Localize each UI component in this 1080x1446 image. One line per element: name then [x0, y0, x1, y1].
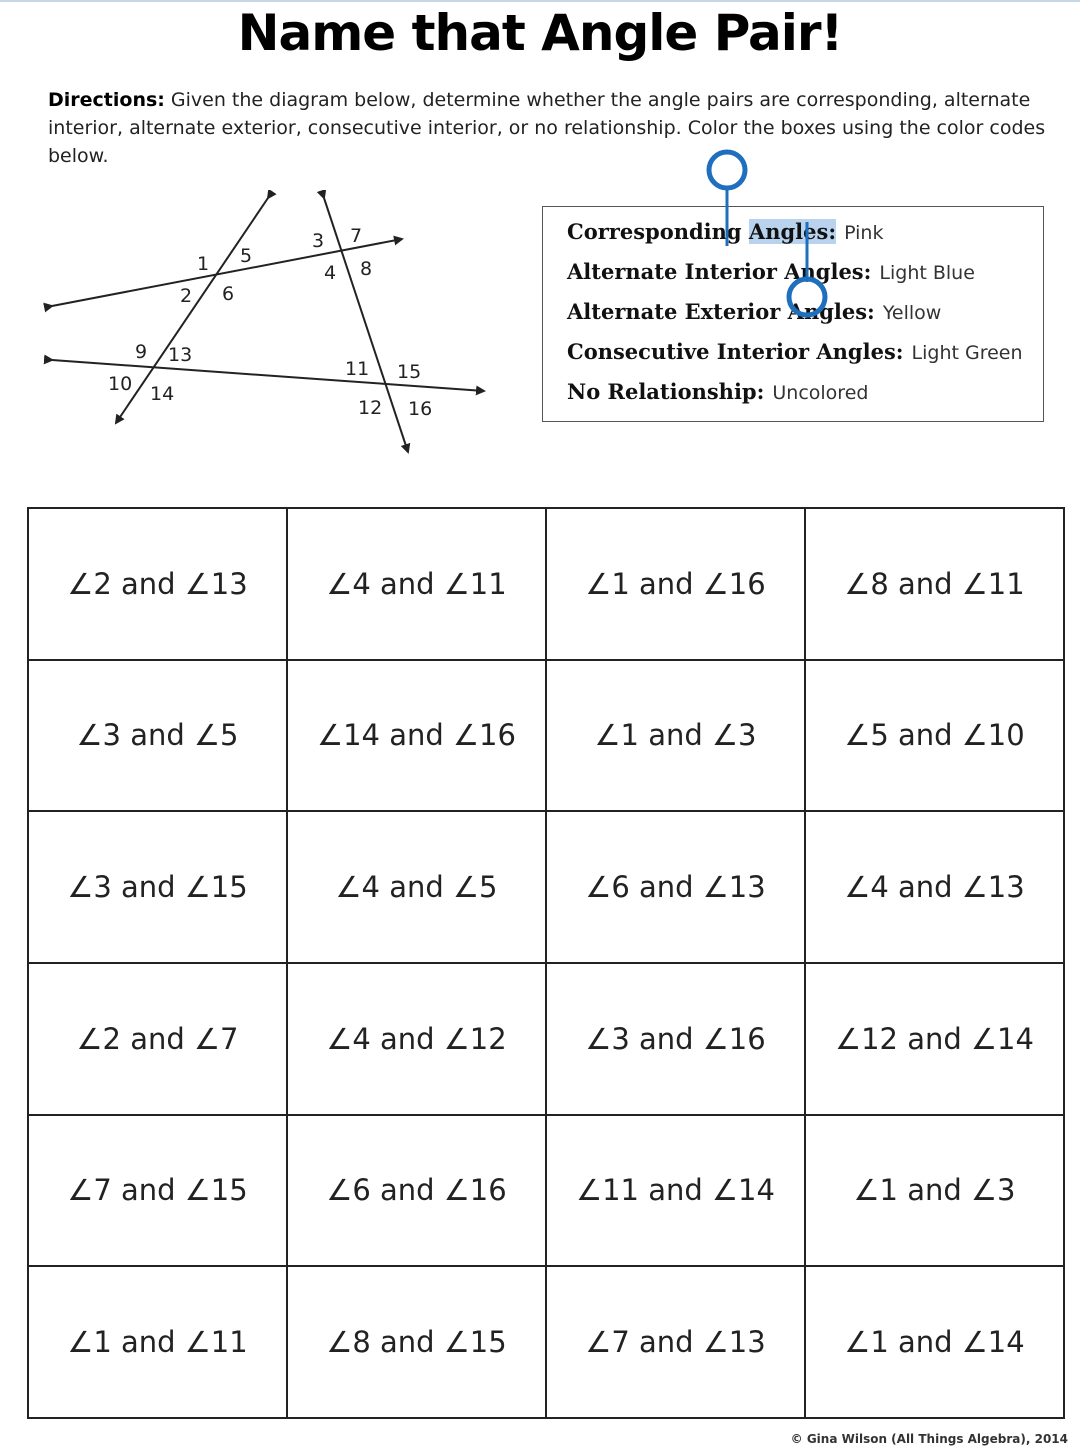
- legend-item-corresponding: [567, 214, 883, 250]
- copyright-footer: © Gina Wilson (All Things Algebra), 2014: [790, 1432, 1068, 1446]
- angle-label-7: 7: [350, 225, 363, 247]
- page-title: Name that Angle Pair!: [237, 4, 843, 62]
- color-code-legend: [542, 206, 1044, 422]
- angle-pair-cell: ∠6 and ∠16: [287, 1115, 546, 1267]
- directions: [48, 86, 1048, 170]
- angle-pair-cell: ∠1 and ∠3: [805, 1115, 1064, 1267]
- legend-item-no-relationship: [567, 374, 868, 410]
- angle-label-5: 5: [240, 245, 253, 267]
- angle-label-2: 2: [180, 285, 193, 307]
- angle-pair-cell: ∠6 and ∠13: [546, 811, 805, 963]
- angle-pair-cell: ∠2 and ∠13: [28, 508, 287, 660]
- angle-label-10: 10: [108, 373, 133, 395]
- angle-pair-cell: ∠12 and ∠14: [805, 963, 1064, 1115]
- table-row: [28, 1115, 1064, 1267]
- transversal-left: [116, 198, 268, 423]
- legend-item-consecutive-interior: [567, 334, 1023, 370]
- angle-label-3: 3: [312, 230, 325, 252]
- directions-label: Directions:: [48, 89, 165, 111]
- angle-pair-cell: ∠3 and ∠16: [546, 963, 805, 1115]
- angle-pair-grid: [27, 507, 1065, 1419]
- angle-pair-cell: ∠1 and ∠16: [546, 508, 805, 660]
- angle-label-16: 16: [408, 398, 433, 420]
- angle-label-15: 15: [397, 361, 422, 383]
- legend-key: No Relationship:: [567, 379, 765, 404]
- angle-pair-cell: ∠3 and ∠5: [28, 660, 287, 812]
- table-row: [28, 963, 1064, 1115]
- angle-label-4: 4: [324, 262, 337, 284]
- angle-pair-cell: ∠1 and ∠11: [28, 1266, 287, 1418]
- angle-pair-cell: ∠8 and ∠15: [287, 1266, 546, 1418]
- legend-key: Consecutive Interior Angles:: [567, 339, 904, 364]
- angle-pair-cell: ∠4 and ∠12: [287, 963, 546, 1115]
- angle-pair-cell: ∠14 and ∠16: [287, 660, 546, 812]
- legend-value: Light Blue: [879, 262, 975, 284]
- angle-label-13: 13: [168, 344, 193, 366]
- legend-key: Alternate Exterior Angles:: [567, 299, 875, 324]
- legend-value: Yellow: [882, 302, 942, 324]
- angle-pair-cell: ∠1 and ∠14: [805, 1266, 1064, 1418]
- angle-pair-cell: ∠7 and ∠15: [28, 1115, 287, 1267]
- legend-value: Light Green: [911, 342, 1023, 364]
- legend-key: Alternate Interior Angles:: [567, 259, 872, 284]
- angle-pair-cell: ∠11 and ∠14: [546, 1115, 805, 1267]
- angle-label-8: 8: [360, 258, 373, 280]
- legend-item-alternate-exterior: [567, 294, 941, 330]
- angle-pair-cell: ∠1 and ∠3: [546, 660, 805, 812]
- legend-value: Uncolored: [772, 382, 869, 404]
- angle-label-9: 9: [135, 341, 148, 363]
- table-row: [28, 811, 1064, 963]
- angle-label-11: 11: [345, 358, 370, 380]
- angle-pair-cell: ∠7 and ∠13: [546, 1266, 805, 1418]
- selected-text[interactable]: Angles:: [748, 219, 837, 244]
- angle-label-1: 1: [197, 253, 210, 275]
- angle-label-14: 14: [150, 383, 175, 405]
- angle-pair-cell: ∠4 and ∠13: [805, 811, 1064, 963]
- legend-item-alternate-interior: [567, 254, 975, 290]
- table-row: [28, 1266, 1064, 1418]
- angle-label-12: 12: [358, 397, 383, 419]
- angle-pair-cell: ∠8 and ∠11: [805, 508, 1064, 660]
- directions-text: Given the diagram below, determine whether the angle pairs are corresponding, alternate interior, alternate exterior, consecutive interior, or no relationship. Color the boxes using the color codes below.: [48, 89, 1046, 167]
- angle-pair-cell: ∠4 and ∠5: [287, 811, 546, 963]
- legend-value: Pink: [844, 222, 884, 244]
- angle-label-6: 6: [222, 283, 235, 305]
- legend-key: Corresponding: [567, 219, 749, 244]
- table-row: [28, 660, 1064, 812]
- angle-pair-cell: ∠3 and ∠15: [28, 811, 287, 963]
- transversal-diagram: [40, 190, 500, 460]
- angle-pair-cell: ∠5 and ∠10: [805, 660, 1064, 812]
- angle-pair-cell: ∠4 and ∠11: [287, 508, 546, 660]
- table-row: [28, 508, 1064, 660]
- angle-pair-cell: ∠2 and ∠7: [28, 963, 287, 1115]
